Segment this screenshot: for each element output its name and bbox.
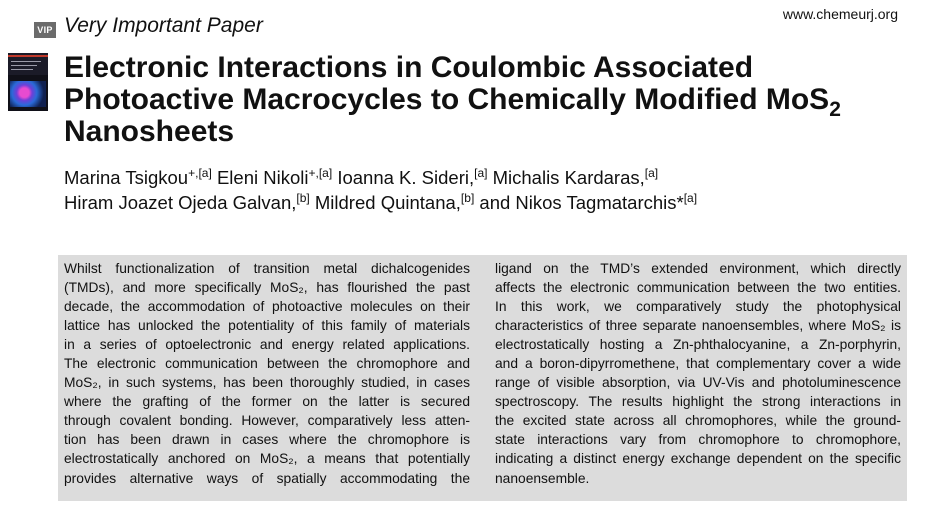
abstract-column-right (495, 259, 901, 488)
author-name: Eleni Nikoli (216, 167, 309, 188)
abstract-line: range of visible absorption, via UV-Vis and photoluminescence (495, 375, 901, 391)
title-line-1: Electronic Interactions in Coulombic Associated (64, 51, 754, 84)
abstract-line: the excited state across all chromophores, while the ground- (495, 413, 901, 429)
journal-cover-thumbnail (8, 53, 48, 111)
affiliation-mark: [a] (474, 165, 488, 180)
affiliation-mark: +,[a] (308, 165, 333, 180)
vip-badge: VIP (34, 22, 56, 38)
abstract-line: and a boron-dipyrromethene, that complementary cover a wide (495, 356, 901, 372)
abstract-line: state interactions vary from chromophore to chromophore, (495, 432, 901, 448)
abstract-line: through covalent bonding. However, comparatively less atten- (64, 413, 470, 429)
author-name: Ioanna K. Sideri, (337, 167, 475, 188)
abstract-line: electrostatically hosting a Zn-phthalocyanine, a Zn-porphyrin, (495, 337, 901, 353)
abstract-line: electrostatically anchored on MoS₂, a means that potentially (64, 451, 470, 467)
affiliation-mark: +,[a] (188, 165, 212, 180)
article-title (64, 52, 884, 148)
affiliation-mark: [b] (296, 190, 310, 205)
abstract-line: Whilst functionalization of transition metal dichalcogenides (64, 261, 470, 276)
abstract-line: characteristics of three separate nanoensembles, where MoS₂ is (495, 318, 901, 334)
affiliation-mark: [b] (460, 190, 475, 205)
abstract-line: In this work, we comparatively study the photophysical (495, 299, 901, 315)
author-list (64, 165, 904, 215)
abstract-line: where the grafting of the former on the latter is secured (64, 394, 470, 410)
abstract-column-left (64, 259, 470, 488)
abstract-line: affects the electronic communication between the two entities. (495, 280, 901, 296)
abstract-line: spectroscopy. The results highlight the strong interactions in (495, 394, 901, 410)
affiliation-mark: [a] (683, 190, 698, 205)
abstract-line: tion has been drawn in cases where the chromophore is (64, 432, 470, 448)
abstract-line: lattice has unlocked the potentiality of this family of materials (64, 318, 470, 334)
abstract-line: The electronic communication between the chromophore and (64, 356, 470, 372)
author-name: Michalis Kardaras, (492, 167, 645, 188)
abstract-line: provides alternative ways of spatially accommodating the (64, 470, 470, 486)
affiliation-mark: [a] (644, 165, 659, 180)
abstract-line: ligand on the TMD’s extended environment, which directly (495, 261, 901, 276)
journal-url[interactable]: www.chemeurj.org (782, 6, 898, 22)
title-line-3: Nanosheets (64, 115, 235, 148)
abstract-box (58, 255, 907, 501)
section-label: Very Important Paper (64, 14, 263, 37)
author-name: Hiram Joazet Ojeda Galvan, (64, 192, 297, 213)
abstract-line: in a series of optoelectronic and energy related applications. (64, 337, 470, 353)
abstract-line: nanoensemble. (495, 470, 590, 486)
abstract-line: (TMDs), and more specifically MoS₂, has flourished the past (64, 280, 470, 296)
abstract-line: MoS₂, in such systems, has been thoroughly studied, in cases (64, 375, 470, 391)
title-line-2: Photoactive Macrocycles to Chemically Modified MoS (64, 83, 830, 116)
author-name: and Nikos Tagmatarchis* (479, 192, 684, 213)
abstract-line: decade, the accommodation of photoactive molecules on their (64, 299, 470, 315)
title-subscript: 2 (829, 98, 841, 121)
abstract-line: indicating a distinct energy exchange dependent on the specific (495, 451, 901, 467)
author-name: Mildred Quintana, (314, 192, 461, 213)
author-name: Marina Tsigkou (64, 167, 189, 188)
